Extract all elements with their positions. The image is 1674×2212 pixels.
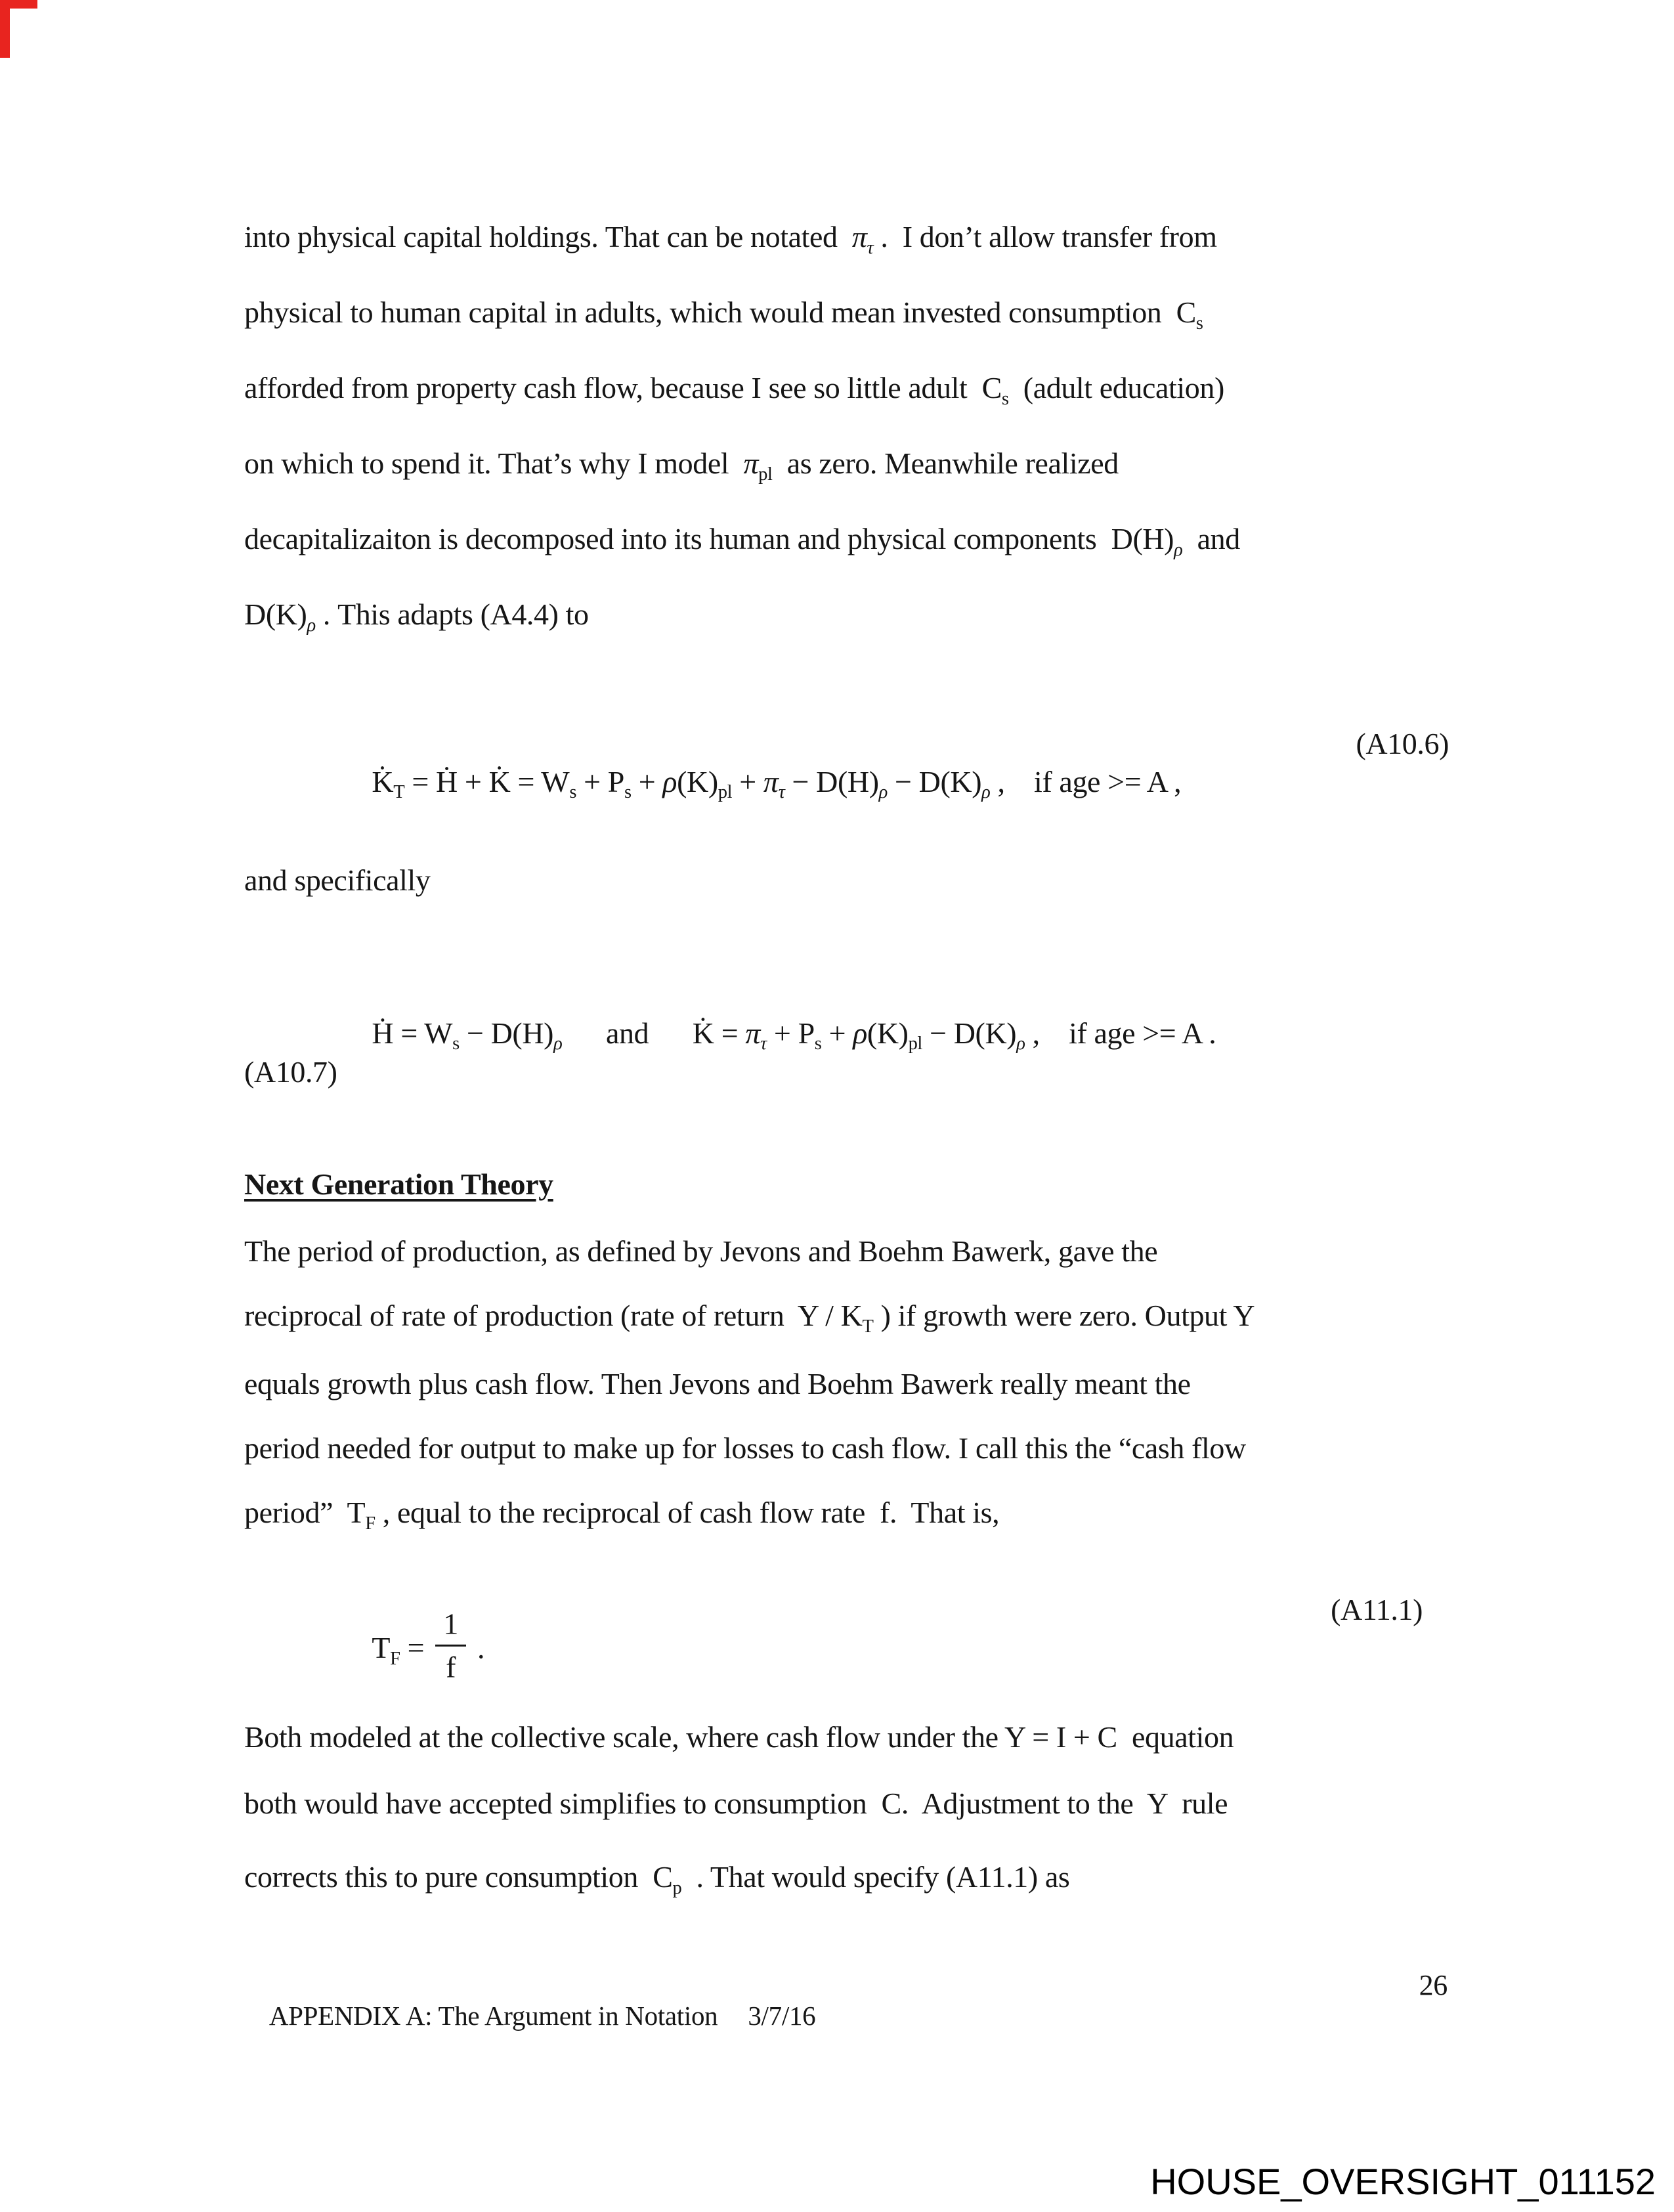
text-segment: ) if growth were zero. Output Y	[873, 1299, 1255, 1332]
subscript: pl	[758, 464, 773, 485]
equation-tail: .	[469, 1631, 485, 1665]
subscript: T	[862, 1316, 874, 1337]
equation-number-a10-6: (A10.6)	[1356, 727, 1449, 760]
subscript: pl	[908, 1033, 922, 1054]
subscript: ρ	[981, 782, 991, 803]
subscript: F	[390, 1649, 400, 1670]
text-line: and specifically	[244, 863, 431, 897]
subscript: ρ	[1174, 539, 1183, 560]
text-segment: π	[743, 446, 759, 480]
subscript: ρ	[307, 615, 316, 636]
fraction	[435, 1605, 466, 1686]
text-line	[244, 1494, 1449, 1532]
text-segment: +	[732, 764, 763, 798]
text-segment: physical to human capital in adults, which would mean invested consumption C	[244, 295, 1196, 329]
subscript: s	[452, 1033, 460, 1054]
text-segment: . That would specify (A11.1) as	[681, 1860, 1070, 1894]
fraction-denominator: f	[446, 1650, 456, 1684]
text-segment: and	[1182, 522, 1240, 555]
subscript: pl	[718, 782, 733, 803]
text-segment: − D(H)	[459, 1016, 554, 1050]
subscript: τ	[760, 1033, 767, 1054]
fraction-numerator: 1	[435, 1605, 466, 1647]
subscript: T	[393, 782, 405, 803]
text-segment: as zero. Meanwhile realized	[772, 446, 1119, 480]
text-segment: − D(K)	[922, 1016, 1017, 1050]
equation-a10-7-body	[372, 1016, 1216, 1054]
equation-a10-6-body	[372, 764, 1182, 803]
text-segment: Both modeled at the collective scale, where cash flow under the Y = I + C equation	[244, 1720, 1234, 1754]
text-line	[244, 1785, 1449, 1823]
bates-stamp: HOUSE_OVERSIGHT_011152	[1150, 2161, 1656, 2202]
text-line	[244, 1429, 1449, 1467]
text-segment: π	[763, 764, 779, 798]
section-heading: Next Generation Theory	[244, 1167, 553, 1201]
text-segment: , if age >= A ,	[990, 764, 1182, 798]
text-segment: T	[372, 1631, 391, 1665]
text-segment: . This adapts (A4.4) to	[315, 597, 589, 631]
text-segment: decapitalizaiton is decomposed into its human and physical components D(H)	[244, 522, 1174, 555]
text-segment: on which to spend it. That’s why I model	[244, 446, 744, 480]
red-corner-mark-horizontal	[0, 0, 37, 9]
subscript: s	[569, 782, 577, 803]
text-segment: K̇	[372, 764, 394, 798]
subscript: ρ	[1016, 1033, 1025, 1054]
red-corner-mark-vertical	[0, 0, 10, 58]
text-segment: , if age >= A .	[1025, 1016, 1216, 1050]
text-line	[244, 1365, 1449, 1403]
text-segment: π	[745, 1016, 761, 1050]
text-segment: equals growth plus cash flow. Then Jevons and Boehm Bawerk really meant the	[244, 1367, 1191, 1400]
text-segment: . I don’t allow transfer from	[873, 220, 1217, 253]
equation-a11-1-lhs	[372, 1631, 432, 1670]
text-segment: +	[631, 764, 663, 798]
page-number: 26	[1419, 1969, 1448, 2001]
text-segment: π	[851, 220, 867, 253]
subscript: p	[672, 1877, 682, 1898]
text-segment: corrects this to pure consumption C	[244, 1860, 673, 1894]
text-segment: (K)	[677, 764, 718, 798]
subscript: τ	[867, 237, 874, 258]
text-segment: and K̇ =	[562, 1016, 746, 1050]
footer-date: 3/7/16	[748, 2001, 816, 2031]
text-segment: + P	[576, 764, 624, 798]
subscript: s	[1195, 313, 1203, 334]
text-segment: reciprocal of rate of production (rate of return Y / K	[244, 1299, 863, 1332]
text-segment: into physical capital holdings. That can be notated	[244, 220, 852, 253]
text-segment: both would have accepted simplifies to consumption C. Adjustment to the Y rule	[244, 1787, 1228, 1820]
text-segment: − D(K)	[887, 764, 982, 798]
text-line	[244, 1297, 1449, 1335]
text-segment: ρ	[853, 1016, 867, 1050]
text-segment: ρ	[662, 764, 677, 798]
text-segment: period” T	[244, 1496, 366, 1529]
text-line	[244, 1858, 1449, 1896]
text-line	[244, 1718, 1449, 1756]
text-segment: (adult education)	[1008, 371, 1224, 404]
text-line	[244, 218, 1449, 256]
subscript: τ	[778, 782, 785, 803]
text-segment: period needed for output to make up for losses to cash flow. I call this the “cash flow	[244, 1431, 1246, 1465]
text-line	[244, 445, 1449, 483]
text-segment: afforded from property cash flow, because I see so little adult C	[244, 371, 1002, 404]
footer-title: APPENDIX A: The Argument in Notation	[268, 2001, 718, 2031]
subscript: s	[624, 782, 632, 803]
subscript: F	[365, 1513, 376, 1534]
text-segment: +	[821, 1016, 853, 1050]
text-line	[244, 520, 1449, 558]
text-segment: =	[400, 1631, 432, 1665]
equation-number-a10-7: (A10.7)	[244, 1055, 337, 1089]
subscript: ρ	[878, 782, 888, 803]
subscript: s	[814, 1033, 822, 1054]
text-segment: − D(H)	[784, 764, 879, 798]
text-segment: Ḣ = W	[372, 1016, 453, 1050]
text-line	[244, 596, 1449, 634]
subscript: ρ	[553, 1033, 563, 1054]
equation-number-a11-1: (A11.1)	[1331, 1593, 1423, 1626]
text-line	[244, 1232, 1449, 1270]
text-segment: (K)	[867, 1016, 909, 1050]
text-line	[244, 293, 1449, 332]
text-segment: , equal to the reciprocal of cash flow rate f. That is,	[375, 1496, 1000, 1529]
equation-a10-6	[244, 725, 1449, 876]
subscript: s	[1001, 388, 1009, 409]
text-segment: D(K)	[244, 597, 307, 631]
text-segment: + P	[766, 1016, 815, 1050]
text-segment: = Ḣ + K̇ = W	[404, 764, 570, 798]
text-line	[244, 369, 1449, 407]
page-footer	[243, 1968, 1448, 2094]
text-segment: The period of production, as defined by Jevons and Boehm Bawerk, gave the	[244, 1234, 1158, 1268]
